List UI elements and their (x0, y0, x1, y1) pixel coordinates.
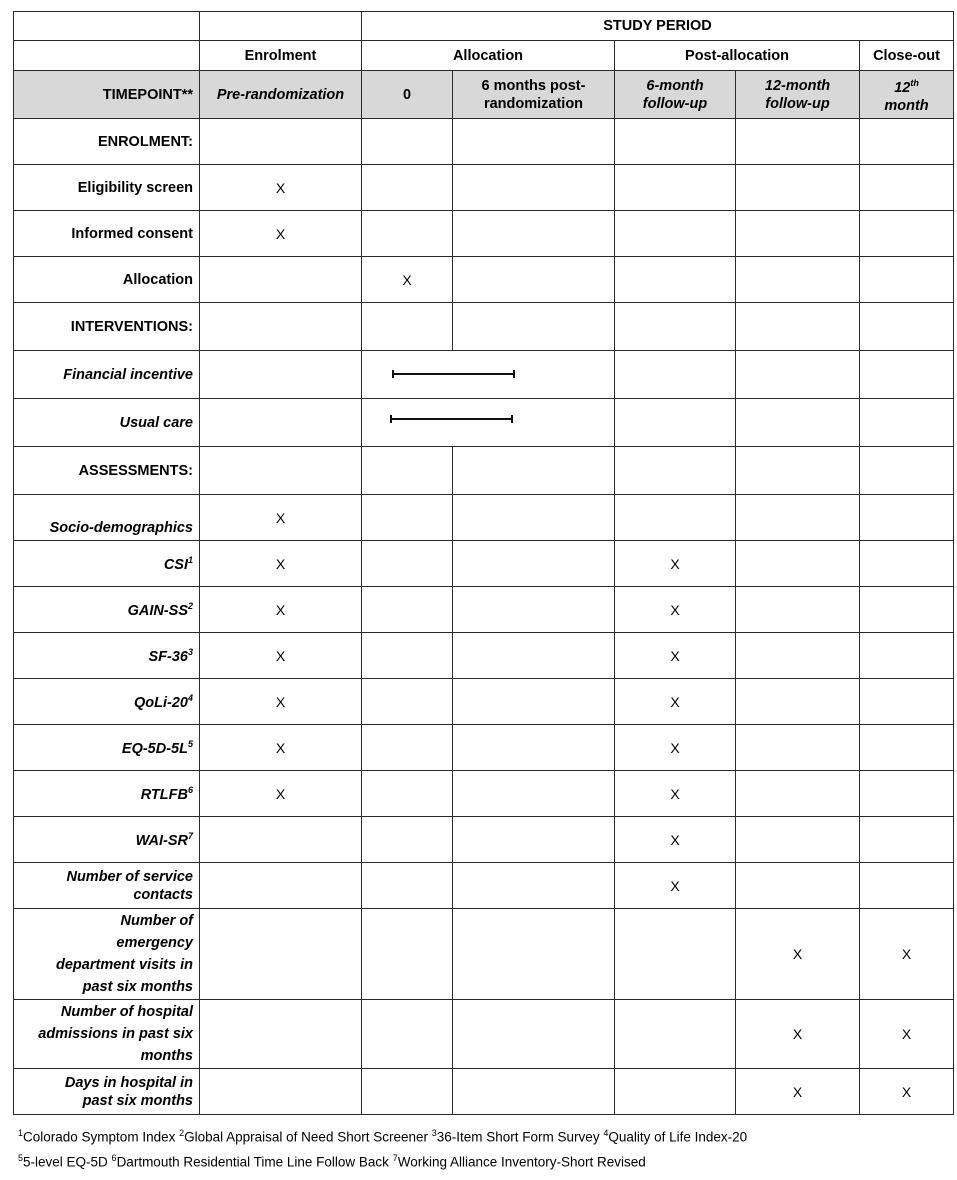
mark-x: X (615, 541, 736, 587)
timepoint-six-months-post: 6 months post- randomization (453, 71, 615, 119)
allocation-phase-header: Allocation (362, 41, 615, 71)
row-label-qoli-20: QoLi-$20^4$ (14, 679, 200, 725)
mark-x: X (615, 771, 736, 817)
table-row (14, 909, 954, 1000)
mark-x: X (615, 863, 736, 909)
row-label-usual-care: Usual care (14, 399, 200, 447)
mark-x: X (736, 1000, 860, 1069)
table-row (14, 633, 954, 679)
section-interventions: INTERVENTIONS: (14, 303, 200, 351)
table-row (14, 679, 954, 725)
footnote-line-2: $^5$5-level EQ-5D $^6$Dartmouth Residential Time Line Follow Back $^7$Working Alliance Inventory-Short Revised (18, 1152, 646, 1169)
section-assessments: ASSESSMENTS: (14, 447, 200, 495)
post-allocation-phase-header: Post-allocation (615, 41, 860, 71)
table-row (14, 257, 954, 303)
mark-x: X (615, 633, 736, 679)
mark-x: X (200, 165, 362, 211)
footnote-line-1: $^1$Colorado Symptom Index $^2$Global Appraisal of Need Short Screener $^3$36-Item Short Form Survey $^4$Quality of Life Index-20 (18, 1128, 748, 1145)
table-row (14, 495, 954, 541)
blank-cell (14, 41, 200, 71)
mark-x: X (200, 541, 362, 587)
row-label-socio-demographics: Socio-demographics (14, 495, 200, 541)
mark-x: X (860, 909, 954, 1000)
blank-corner-cell (14, 12, 200, 41)
blank-cell (200, 12, 362, 41)
table-row (14, 351, 954, 399)
duration-bar (390, 418, 513, 420)
row-label-hospital-admissions: Number of hospital admissions in past six months (14, 1000, 200, 1069)
mark-x: X (615, 817, 736, 863)
row-label-financial-incentive: Financial incentive (14, 351, 200, 399)
mark-x: X (200, 771, 362, 817)
table-row (14, 211, 954, 257)
row-label-sf-36: $SF-36^3$ (14, 633, 200, 679)
row-label-eligibility: Eligibility screen (14, 165, 200, 211)
mark-x: X (736, 909, 860, 1000)
mark-x: X (615, 679, 736, 725)
mark-x: X (200, 587, 362, 633)
spirit-schedule-table (13, 11, 954, 1115)
duration-bar (392, 373, 515, 375)
mark-x: X (860, 1069, 954, 1115)
close-out-phase-header: Close-out (860, 41, 954, 71)
mark-x: X (200, 725, 362, 771)
table-row (14, 165, 954, 211)
table-row (14, 771, 954, 817)
timepoint-12-month-follow-up: 12-month follow-up (736, 71, 860, 119)
mark-x: X (736, 1069, 860, 1115)
row-label-service-contacts: Number of service contacts (14, 863, 200, 909)
mark-x: X (615, 587, 736, 633)
table-row (14, 1000, 954, 1069)
row-label-wai-sr: WAI-$SR^7$ (14, 817, 200, 863)
timepoint-zero: 0 (362, 71, 453, 119)
table-row (14, 541, 954, 587)
mark-x: X (200, 633, 362, 679)
table-row (14, 817, 954, 863)
row-label-ed-visits: Number of emergency department visits in past six months (14, 909, 200, 1000)
row-label-days-in-hospital: Days in hospital in past six months (14, 1069, 200, 1115)
table-row (14, 1069, 954, 1115)
table-row (14, 863, 954, 909)
footnotes (18, 1123, 953, 1172)
row-label-eq-5d-5l: $EQ-5D-5L^5$ (14, 725, 200, 771)
timepoint-12th-month: 12th month (860, 71, 954, 119)
enrolment-phase-header: Enrolment (200, 41, 362, 71)
row-label-consent: Informed consent (14, 211, 200, 257)
mark-x: X (615, 725, 736, 771)
financial-incentive-duration (362, 351, 615, 399)
mark-x: X (200, 211, 362, 257)
table-row (14, 587, 954, 633)
row-label-gain-ss: GAIN-$SS^2$ (14, 587, 200, 633)
row-label-rtlfb: RTLFB$^6$ (14, 771, 200, 817)
table-row (14, 399, 954, 447)
mark-x: X (860, 1000, 954, 1069)
mark-x: X (362, 257, 453, 303)
mark-x: X (200, 495, 362, 541)
usual-care-duration (362, 399, 615, 447)
mark-x: X (200, 679, 362, 725)
timepoint-6-month-follow-up: 6-month follow-up (615, 71, 736, 119)
study-period-header: STUDY PERIOD (362, 12, 954, 41)
row-label-allocation: Allocation (14, 257, 200, 303)
timepoint-pre-randomization: Pre-randomization (200, 71, 362, 119)
row-label-csi: CSI$^1$ (14, 541, 200, 587)
timepoint-label: TIMEPOINT** (14, 71, 200, 119)
section-enrolment: ENROLMENT: (14, 119, 200, 165)
table-row (14, 725, 954, 771)
